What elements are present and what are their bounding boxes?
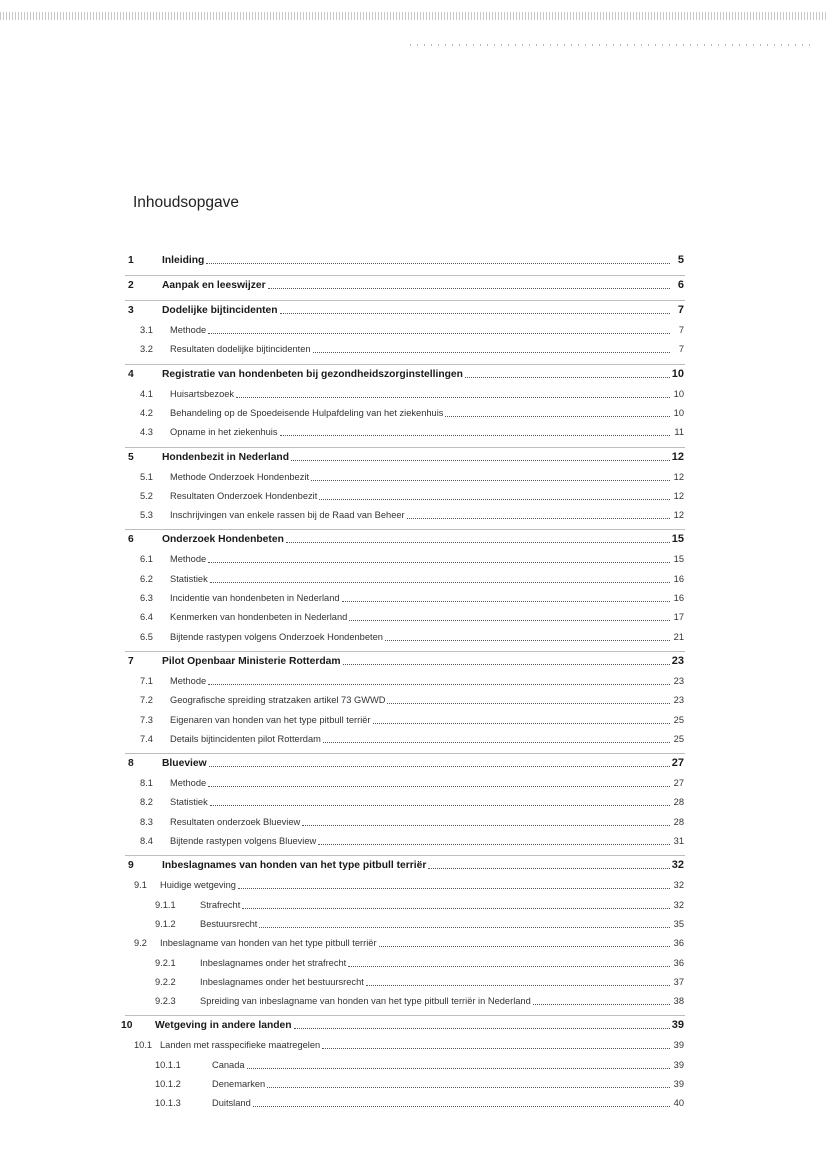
- toc-entry-page: 12: [673, 490, 684, 501]
- toc-entry[interactable]: [128, 367, 684, 381]
- toc-entry-number: 10.1.2: [155, 1079, 181, 1089]
- toc-entry-label: Onderzoek Hondenbeten: [162, 534, 284, 546]
- toc-entry-page: 10: [673, 407, 684, 418]
- toc-entry-label: Inbeslagname van honden van het type pitbull terriër: [160, 938, 377, 949]
- toc-entry-label: Opname in het ziekenhuis: [170, 427, 278, 438]
- toc-entry-label: Aanpak en leeswijzer: [162, 280, 266, 291]
- toc-entry[interactable]: [128, 304, 684, 317]
- toc-entry-page: 28: [673, 797, 684, 808]
- toc-entry-page: 12: [671, 450, 684, 463]
- toc-entry[interactable]: [155, 1059, 684, 1072]
- toc-entry[interactable]: [140, 816, 684, 829]
- toc-dot-leader: [210, 796, 670, 806]
- toc-entry-label: Resultaten onderzoek Blueview: [170, 816, 301, 827]
- toc-dot-leader: [311, 471, 670, 481]
- toc-entry[interactable]: [134, 879, 684, 892]
- chapter-separator: [125, 1015, 685, 1016]
- toc-entry-label: Huisartsbezoek: [170, 388, 235, 399]
- toc-entry-number: 9.2.1: [155, 957, 176, 968]
- toc-entry[interactable]: [140, 611, 684, 624]
- toc-entry-number: 6.3: [140, 593, 153, 603]
- toc-dot-leader: [291, 451, 670, 461]
- toc-dot-leader: [208, 777, 670, 787]
- toc-entry[interactable]: [140, 471, 684, 484]
- chapter-separator: [125, 651, 685, 652]
- toc-dot-leader: [253, 1097, 670, 1107]
- toc-entry[interactable]: [155, 957, 684, 970]
- toc-entry-page: 37: [673, 976, 684, 987]
- toc-entry-number: 9.2: [134, 938, 147, 949]
- toc-entry-label: Hondenbezit in Nederland: [162, 451, 290, 463]
- toc-entry-label: Methode: [170, 778, 207, 789]
- toc-entry[interactable]: [155, 995, 684, 1008]
- toc-entry[interactable]: [128, 533, 684, 546]
- toc-entry[interactable]: [128, 254, 684, 267]
- toc-entry-page: 15: [673, 554, 684, 565]
- toc-entry-number: 3.1: [140, 325, 153, 335]
- toc-dot-leader: [280, 304, 670, 314]
- toc-entry[interactable]: [140, 592, 684, 605]
- toc-entry-page: 28: [673, 816, 684, 827]
- toc-entry-number: 2: [128, 280, 134, 291]
- toc-entry-label: Blueview: [162, 758, 207, 770]
- toc-entry-page: 32: [671, 859, 684, 872]
- toc-dot-leader: [208, 675, 670, 685]
- toc-entry-label: Methode Onderzoek Hondenbezit: [170, 471, 310, 482]
- toc-dot-leader: [385, 631, 670, 641]
- toc-entry-label: Methode: [170, 554, 207, 565]
- toc-entry-number: 9.1.1: [155, 899, 176, 910]
- toc-entry-page: 5: [677, 254, 684, 266]
- toc-dot-leader: [208, 553, 670, 563]
- chapter-separator: [125, 364, 685, 365]
- toc-entry-page: 23: [673, 695, 684, 706]
- toc-dot-leader: [206, 254, 670, 264]
- toc-entry-number: 3: [128, 305, 134, 316]
- toc-entry[interactable]: [128, 859, 684, 872]
- toc-dot-leader: [318, 835, 670, 845]
- toc-entry-page: 12: [673, 510, 684, 521]
- toc-entry[interactable]: [155, 976, 684, 989]
- toc-entry[interactable]: [140, 631, 684, 644]
- toc-entry-label: Methode: [170, 325, 207, 335]
- toc-entry-page: 25: [673, 714, 684, 725]
- toc-entry[interactable]: [140, 714, 684, 727]
- toc-entry-number: 6.2: [140, 573, 153, 584]
- toc-entry-label: Strafrecht: [200, 899, 241, 910]
- toc-entry-label: Pilot Openbaar Ministerie Rotterdam: [162, 655, 341, 667]
- toc-entry-number: 5.2: [140, 490, 153, 501]
- toc-entry-number: 6.1: [140, 554, 153, 565]
- toc-entry[interactable]: [121, 1019, 684, 1032]
- toc-entry-number: 10.1.1: [155, 1059, 181, 1070]
- toc-entry-number: 8.3: [140, 816, 153, 827]
- toc-dot-leader: [247, 1059, 670, 1069]
- toc-entry-number: 7.2: [140, 695, 153, 706]
- toc-entry[interactable]: [140, 733, 684, 746]
- toc-entry-label: Landen met rasspecifieke maatregelen: [160, 1040, 321, 1051]
- toc-entry-page: 39: [673, 1079, 684, 1089]
- toc-entry[interactable]: [128, 450, 684, 464]
- toc-entry-label: Details bijtincidenten pilot Rotterdam: [170, 733, 321, 744]
- toc-entry[interactable]: [140, 324, 684, 337]
- toc-dot-leader: [313, 343, 670, 353]
- toc-entry-number: 9.1.2: [155, 918, 176, 929]
- toc-dot-leader: [268, 279, 670, 289]
- toc-entry-page: 39: [673, 1040, 684, 1051]
- toc-entry-number: 10.1: [134, 1040, 153, 1051]
- toc-dot-leader: [407, 509, 670, 519]
- toc-dot-leader: [465, 368, 670, 378]
- toc-dot-leader: [323, 733, 670, 743]
- toc-entry-label: Eigenaren van honden van het type pitbull terriër: [170, 714, 371, 725]
- toc-entry[interactable]: [155, 899, 684, 912]
- toc-entry-page: 10: [671, 367, 684, 380]
- toc-entry[interactable]: [140, 835, 684, 848]
- toc-entry-label: Duitsland: [212, 1098, 251, 1109]
- toc-dot-leader: [379, 937, 670, 947]
- toc-dot-leader: [342, 592, 670, 602]
- toc-entry-number: 9.1: [134, 880, 147, 891]
- toc-dot-leader: [533, 995, 670, 1005]
- toc-entry-number: 4.1: [140, 388, 153, 399]
- toc-entry-page: 10: [673, 388, 684, 399]
- toc-entry-label: Statistiek: [170, 797, 208, 808]
- toc-entry-label: Denemarken: [212, 1079, 266, 1089]
- toc-dot-leader: [267, 1078, 670, 1088]
- toc-dot-leader: [286, 533, 670, 543]
- toc-entry-page: 21: [673, 631, 684, 642]
- toc-entry-label: Behandeling op de Spoedeisende Hulpafdeling van het ziekenhuis: [170, 407, 444, 418]
- toc-entry-page: 7: [677, 304, 684, 316]
- toc-entry-page: 27: [673, 778, 684, 789]
- toc-entry[interactable]: [140, 675, 684, 688]
- toc-entry-number: 7.1: [140, 675, 153, 686]
- toc-entry-page: 36: [673, 938, 684, 949]
- toc-entry-number: 6.4: [140, 612, 153, 623]
- toc-entry-page: 39: [671, 1019, 684, 1032]
- toc-dot-leader: [209, 757, 670, 767]
- toc-entry[interactable]: [140, 343, 684, 356]
- toc-entry-label: Inbeslagnames onder het bestuursrecht: [200, 976, 364, 987]
- toc-entry[interactable]: [140, 553, 684, 566]
- chapter-separator: [125, 855, 685, 856]
- toc-entry-number: 5.1: [140, 471, 153, 482]
- toc-entry-label: Resultaten dodelijke bijtincidenten: [170, 344, 311, 355]
- toc-entry-page: 39: [673, 1059, 684, 1070]
- toc-dot-leader: [445, 407, 670, 417]
- toc-entry-number: 5: [128, 451, 134, 463]
- toc-entry-label: Incidentie van hondenbeten in Nederland: [170, 593, 340, 603]
- toc-entry-page: 7: [678, 325, 684, 335]
- toc-entry-label: Methode: [170, 675, 207, 686]
- toc-entry-page: 23: [671, 654, 684, 667]
- toc-entry-number: 7.3: [140, 714, 153, 725]
- toc-entry-label: Bestuursrecht: [200, 918, 258, 929]
- toc-entry[interactable]: [140, 509, 684, 522]
- toc-dot-leader: [242, 899, 670, 909]
- toc-entry-page: 38: [673, 996, 684, 1007]
- page-title: Inhoudsopgave: [133, 194, 240, 211]
- toc-dot-leader: [294, 1019, 670, 1029]
- toc-entry[interactable]: [140, 796, 684, 809]
- toc-entry-page: 36: [673, 957, 684, 968]
- toc-entry-number: 1: [128, 255, 134, 266]
- toc-entry[interactable]: [140, 490, 684, 503]
- toc-dot-leader: [322, 1039, 670, 1049]
- toc-entry-page: 32: [673, 880, 684, 891]
- toc-entry-label: Inschrijvingen van enkele rassen bij de Raad van Beheer: [170, 510, 405, 521]
- toc-dot-leader: [280, 426, 671, 436]
- toc-entry-page: 40: [673, 1098, 684, 1109]
- chapter-separator: [125, 529, 685, 530]
- toc-entry-page: 12: [673, 471, 684, 482]
- chapter-separator: [125, 275, 685, 276]
- toc-dot-leader: [349, 611, 670, 621]
- toc-dot-leader: [387, 694, 670, 704]
- toc-dot-leader: [373, 714, 670, 724]
- toc-entry-page: 11: [674, 427, 684, 438]
- toc-dot-leader: [366, 976, 670, 986]
- toc-entry[interactable]: [155, 1078, 684, 1091]
- toc-entry-page: 6: [677, 279, 684, 291]
- toc-entry-page: 25: [673, 733, 684, 744]
- toc-entry-number: 8: [128, 758, 134, 770]
- toc-entry-page: 15: [671, 533, 684, 546]
- toc-entry[interactable]: [140, 388, 684, 401]
- toc-dot-leader: [236, 388, 670, 398]
- toc-entry[interactable]: [140, 777, 684, 790]
- toc-entry-page: 16: [673, 573, 684, 584]
- toc-entry-number: 8.4: [140, 836, 153, 846]
- toc-entry-number: 9: [128, 860, 134, 872]
- toc-entry-label: Dodelijke bijtincidenten: [162, 305, 278, 316]
- toc-entry[interactable]: [155, 1097, 684, 1110]
- toc-entry[interactable]: [140, 573, 684, 586]
- toc-entry-page: 27: [671, 757, 684, 770]
- toc-entry-label: Bijtende rastypen volgens Onderzoek Hondenbeten: [170, 631, 383, 642]
- toc-entry-label: Huidige wetgeving: [160, 880, 236, 891]
- toc-dot-leader: [348, 957, 670, 967]
- toc-dot-leader: [428, 859, 669, 869]
- chapter-separator: [125, 447, 685, 448]
- toc-entry-number: 4.3: [140, 427, 153, 438]
- toc-entry-number: 10.1.3: [155, 1098, 181, 1109]
- toc-entry-label: Bijtende rastypen volgens Blueview: [170, 836, 317, 846]
- toc-dot-leader: [343, 655, 670, 665]
- toc-entry-label: Resultaten Onderzoek Hondenbezit: [170, 490, 318, 501]
- toc-entry-number: 9.2.3: [155, 996, 176, 1007]
- toc-entry[interactable]: [155, 918, 684, 931]
- toc-entry[interactable]: [140, 407, 684, 420]
- chapter-separator: [125, 753, 685, 754]
- toc-entry-label: Wetgeving in andere landen: [155, 1020, 292, 1032]
- toc-entry-number: 7.4: [140, 733, 153, 744]
- toc-entry-page: 17: [673, 612, 684, 623]
- toc-entry[interactable]: [128, 757, 684, 770]
- toc-entry-label: Canada: [212, 1059, 245, 1070]
- toc-entry-number: 6.5: [140, 631, 153, 642]
- toc-entry-page: 32: [673, 899, 684, 910]
- toc-entry[interactable]: [128, 654, 684, 668]
- toc-dot-leader: [238, 879, 670, 889]
- toc-dot-leader: [259, 918, 670, 928]
- toc-entry-number: 8.1: [140, 778, 153, 789]
- toc-entry-label: Statistiek: [170, 573, 208, 584]
- toc-entry[interactable]: [128, 279, 684, 292]
- toc-entry[interactable]: [134, 1039, 684, 1052]
- toc-entry-number: 3.2: [140, 344, 153, 355]
- toc-entry-label: Inbeslagnames onder het strafrecht: [200, 957, 347, 968]
- toc-entry-label: Inleiding: [162, 255, 205, 266]
- toc-entry-page: 16: [673, 593, 684, 603]
- toc-entry[interactable]: [134, 937, 684, 950]
- toc-entry-number: 9.2.2: [155, 976, 176, 987]
- toc-dot-leader: [208, 324, 670, 334]
- toc-entry-number: 10: [121, 1020, 133, 1032]
- toc-entry-number: 4: [128, 368, 134, 380]
- toc-entry-number: 6: [128, 534, 134, 546]
- toc-entry-number: 4.2: [140, 407, 153, 418]
- toc-entry-page: 7: [678, 344, 684, 355]
- toc-dot-leader: [302, 816, 670, 826]
- toc-entry-label: Kenmerken van hondenbeten in Nederland: [170, 612, 348, 623]
- toc-entry[interactable]: [140, 426, 684, 439]
- toc-dot-leader: [210, 573, 670, 583]
- toc-entry-label: Geografische spreiding stratzaken artikel 73 GWWD: [170, 695, 386, 706]
- toc-entry-number: 7: [128, 655, 134, 667]
- toc-entry-number: 8.2: [140, 797, 153, 808]
- toc-entry-page: 35: [673, 918, 684, 929]
- toc-entry-number: 5.3: [140, 510, 153, 521]
- toc-entry-label: Registratie van hondenbeten bij gezondheidszorginstellingen: [162, 368, 463, 380]
- toc-entry-label: Inbeslagnames van honden van het type pitbull terriër: [162, 860, 427, 872]
- chapter-separator: [125, 300, 685, 301]
- toc-dot-leader: [319, 490, 670, 500]
- toc-entry-page: 23: [673, 675, 684, 686]
- toc-entry[interactable]: [140, 694, 684, 707]
- toc-entry-label: Spreiding van inbeslagname van honden van het type pitbull terriër in Nederland: [200, 996, 531, 1007]
- toc-entry-page: 31: [673, 836, 684, 846]
